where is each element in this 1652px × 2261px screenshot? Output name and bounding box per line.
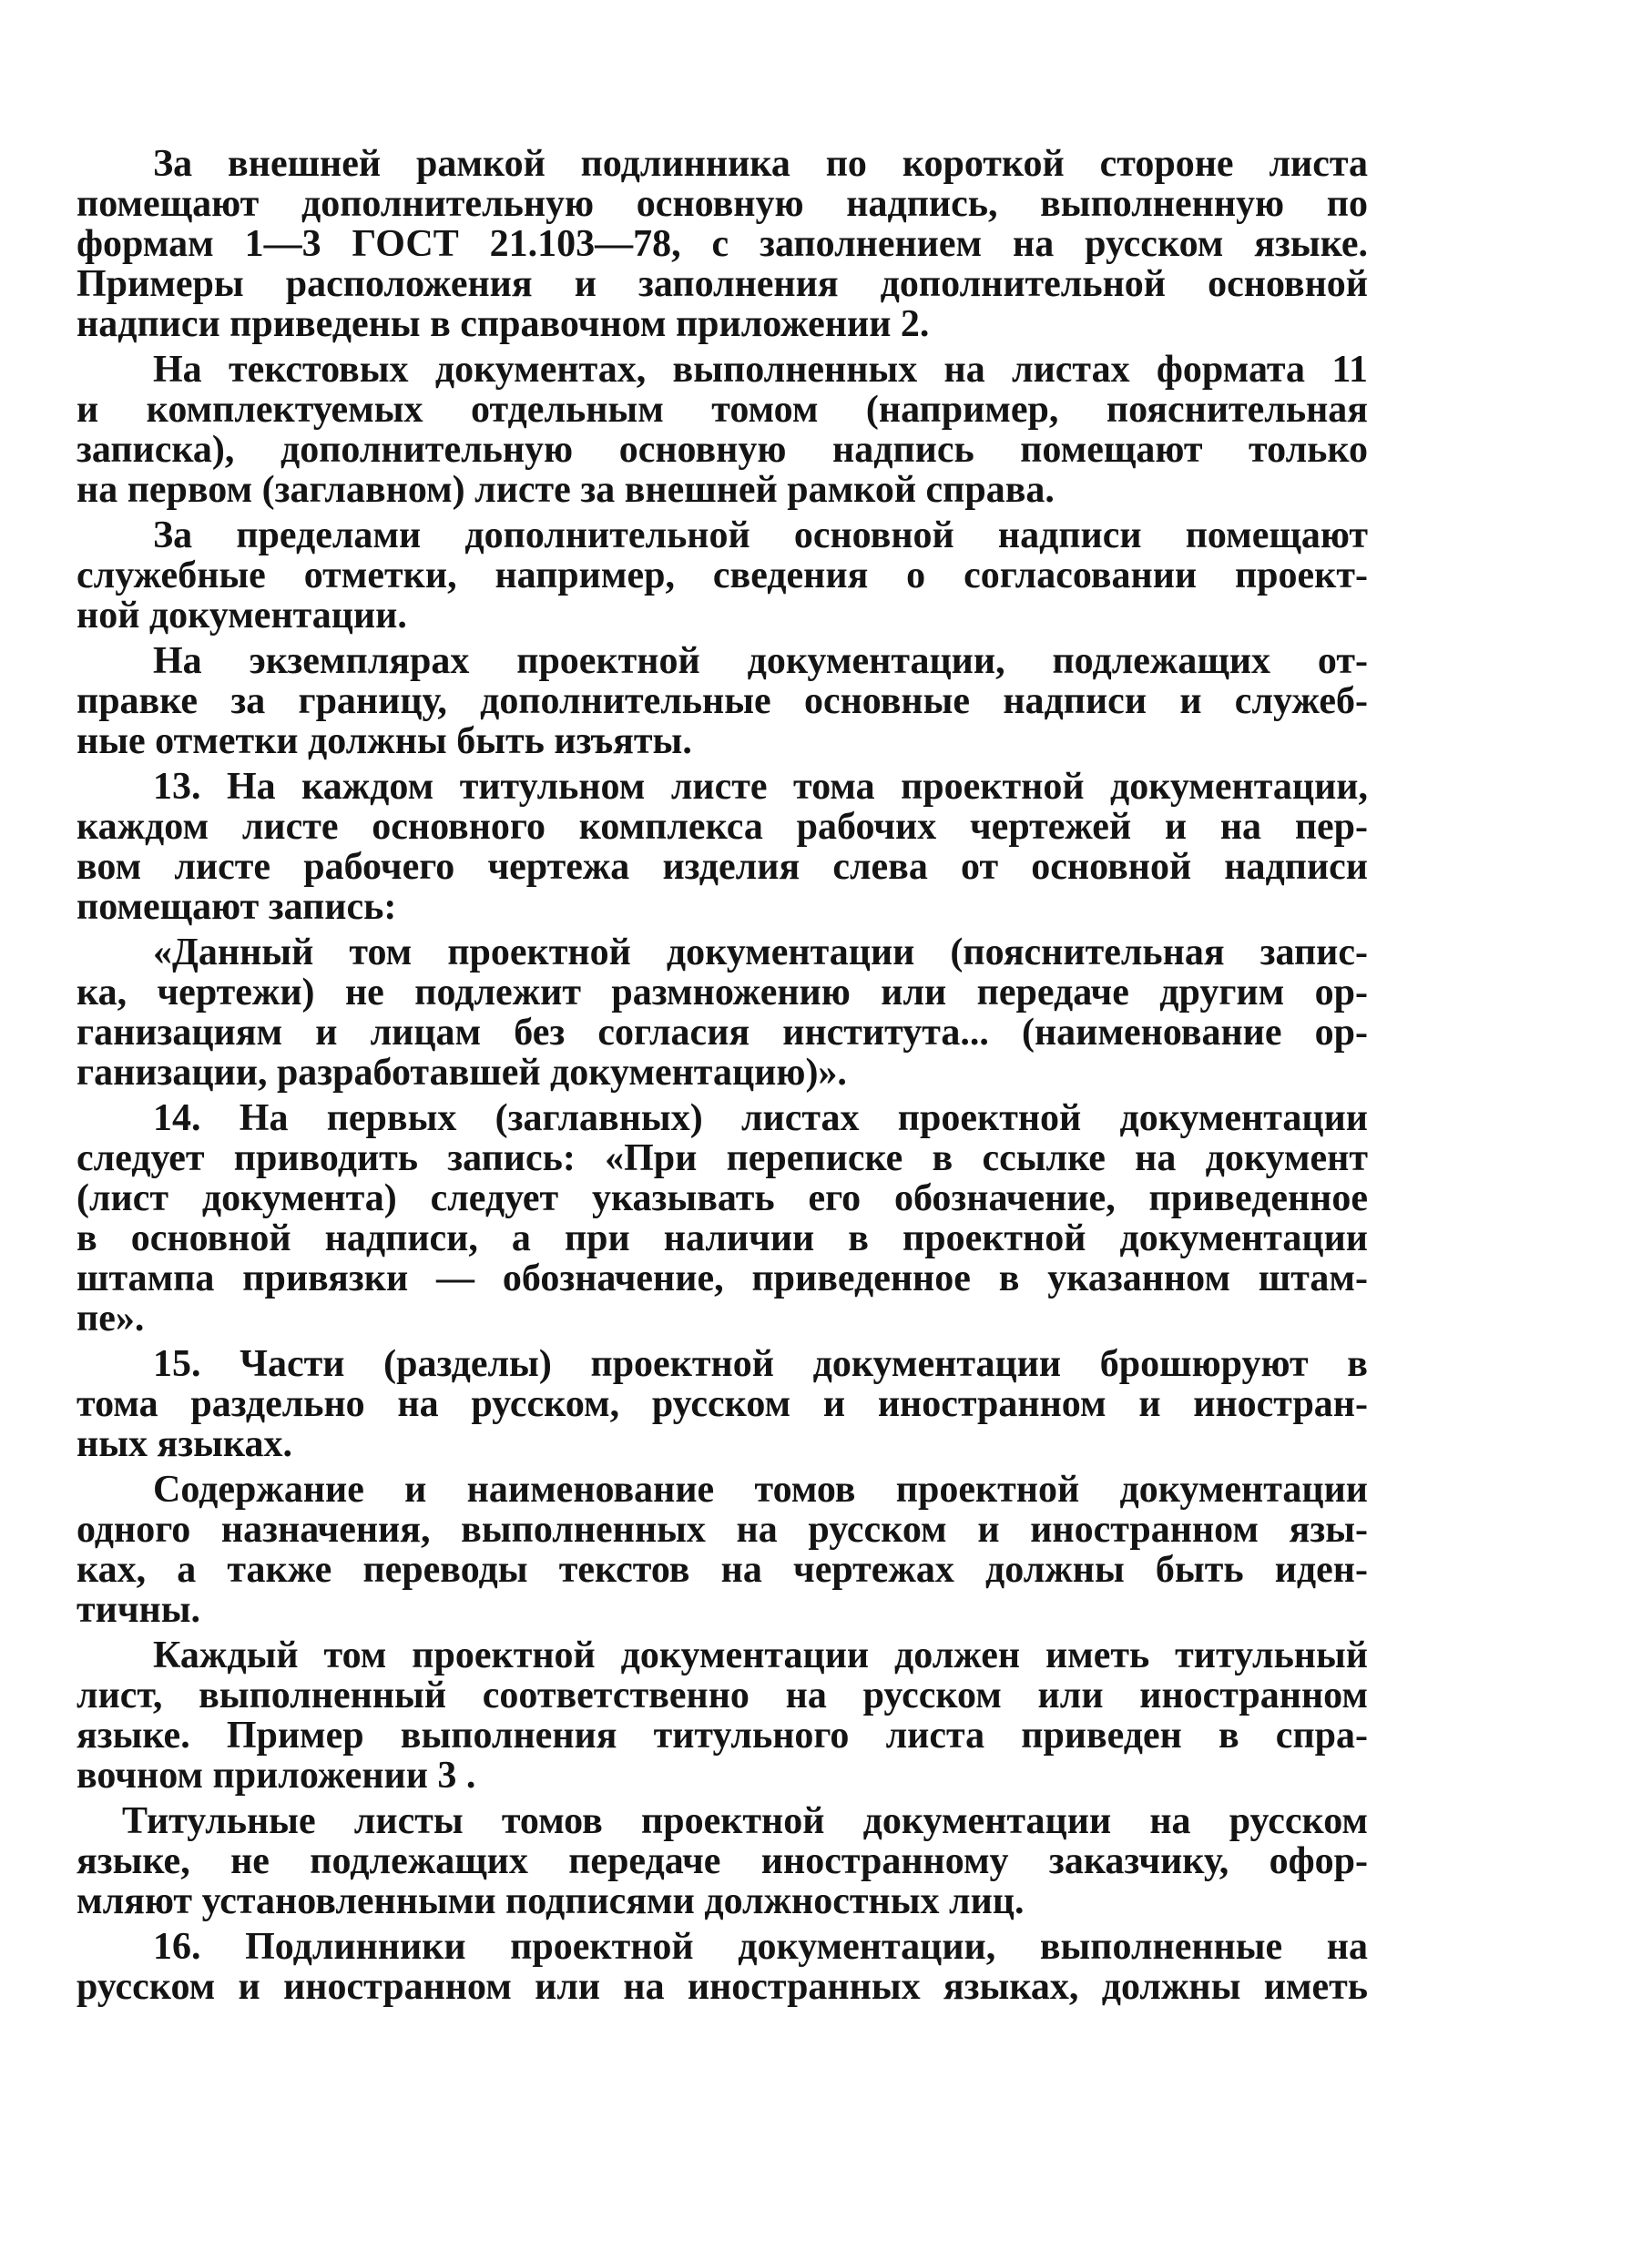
paragraph-title-signatures xyxy=(76,1801,1368,1921)
text-line: надписи приведены в справочном приложении 2. xyxy=(76,303,930,345)
text-line: на первом (заглавном) листе за внешней рамкой справа. xyxy=(76,469,1055,511)
text-line: русском и иностранном или на иностранных языках, должны иметь xyxy=(76,1966,1368,2008)
text-line: служебные отметки, например, сведения о согласовании проект- xyxy=(76,555,1368,596)
text-line: За внешней рамкой подлинника по короткой стороне листа xyxy=(153,143,1368,185)
paragraph-title-sheet xyxy=(76,1635,1368,1796)
text-line: пе». xyxy=(76,1298,145,1339)
document-page xyxy=(76,144,1368,2012)
text-line: 15. Части (разделы) проектной документации брошюруют в xyxy=(153,1343,1368,1385)
text-line: На экземплярах проектной документации, подлежащих от- xyxy=(153,640,1368,682)
text-line: 14. На первых (заглавных) листах проектной документации xyxy=(153,1097,1368,1139)
paragraph-quoted-record xyxy=(76,932,1368,1093)
text-line: ных языках. xyxy=(76,1423,292,1465)
text-line: (лист документа) следует указывать его обозначение, приведенное xyxy=(76,1177,1368,1219)
text-line: помещают запись: xyxy=(76,886,397,928)
paragraph-clause-15 xyxy=(76,1344,1368,1464)
text-line: и комплектуемых отдельным томом (например, пояснительная xyxy=(76,389,1368,431)
paragraph-clause-16 xyxy=(76,1927,1368,2007)
text-line: каждом листе основного комплекса рабочих чертежей и на пер- xyxy=(76,806,1368,848)
paragraph-service-marks xyxy=(76,515,1368,636)
text-line: Титульные листы томов проектной документации на русском xyxy=(122,1800,1368,1842)
text-line: правке за границу, дополнительные основные надписи и служеб- xyxy=(76,680,1368,722)
text-line: ка, чертежи) не подлежит размножению или передаче другим ор- xyxy=(76,972,1368,1013)
text-line: ной документации. xyxy=(76,595,407,637)
paragraph-text-documents xyxy=(76,350,1368,510)
text-line: 16. Подлинники проектной документации, выполненные на xyxy=(153,1926,1368,1968)
text-line: Содержание и наименование томов проектной документации xyxy=(153,1469,1368,1511)
text-line: вочном приложении 3 . xyxy=(76,1755,476,1797)
text-line: языке, не подлежащих передаче иностранному заказчику, офор- xyxy=(76,1840,1368,1882)
paragraph-volume-contents xyxy=(76,1470,1368,1630)
text-line: помещают дополнительную основную надпись, выполненную по xyxy=(76,183,1368,225)
text-line: формам 1—3 ГОСТ 21.103—78, с заполнением на русском языке. xyxy=(76,223,1368,265)
text-line: ганизациям и лицам без согласия института... (наименование ор- xyxy=(76,1012,1368,1054)
text-line: мляют установленными подписями должностных лиц. xyxy=(76,1880,1025,1922)
paragraph-clause-13 xyxy=(76,767,1368,927)
text-line: ные отметки должны быть изъяты. xyxy=(76,720,692,762)
text-line: записка), дополнительную основную надпись помещают только xyxy=(76,429,1368,471)
text-line: лист, выполненный соответственно на русском или иностранном xyxy=(76,1675,1368,1716)
text-line: За пределами дополнительной основной надписи помещают xyxy=(153,514,1368,556)
text-line: Примеры расположения и заполнения дополнительной основной xyxy=(76,263,1368,305)
paragraph-clause-14 xyxy=(76,1098,1368,1339)
text-line: ганизации, разработавшей документацию)». xyxy=(76,1052,847,1094)
paragraph-outer-frame xyxy=(76,144,1368,344)
text-line: в основной надписи, а при наличии в проектной документации xyxy=(76,1217,1368,1259)
text-line: 13. На каждом титульном листе тома проектной документации, xyxy=(153,766,1368,808)
text-line: языке. Пример выполнения титульного листа приведен в спра- xyxy=(76,1715,1368,1757)
text-line: штампа привязки — обозначение, приведенное в указанном штам- xyxy=(76,1258,1368,1299)
text-line: ках, а также переводы текстов на чертежах должны быть иден- xyxy=(76,1549,1368,1591)
text-line: Каждый том проектной документации должен иметь титульный xyxy=(153,1635,1368,1676)
paragraph-export-copies xyxy=(76,641,1368,761)
text-line: одного назначения, выполненных на русском и иностранном язы- xyxy=(76,1509,1368,1551)
text-line: вом листе рабочего чертежа изделия слева от основной надписи xyxy=(76,846,1368,888)
text-line: «Данный том проектной документации (пояснительная запис- xyxy=(153,932,1368,973)
text-line: тома раздельно на русском, русском и иностранном и иностран- xyxy=(76,1383,1368,1425)
text-line: На текстовых документах, выполненных на листах формата 11 xyxy=(153,349,1368,391)
text-line: следует приводить запись: «При переписке в ссылке на документ xyxy=(76,1137,1368,1179)
text-line: тичны. xyxy=(76,1589,201,1631)
